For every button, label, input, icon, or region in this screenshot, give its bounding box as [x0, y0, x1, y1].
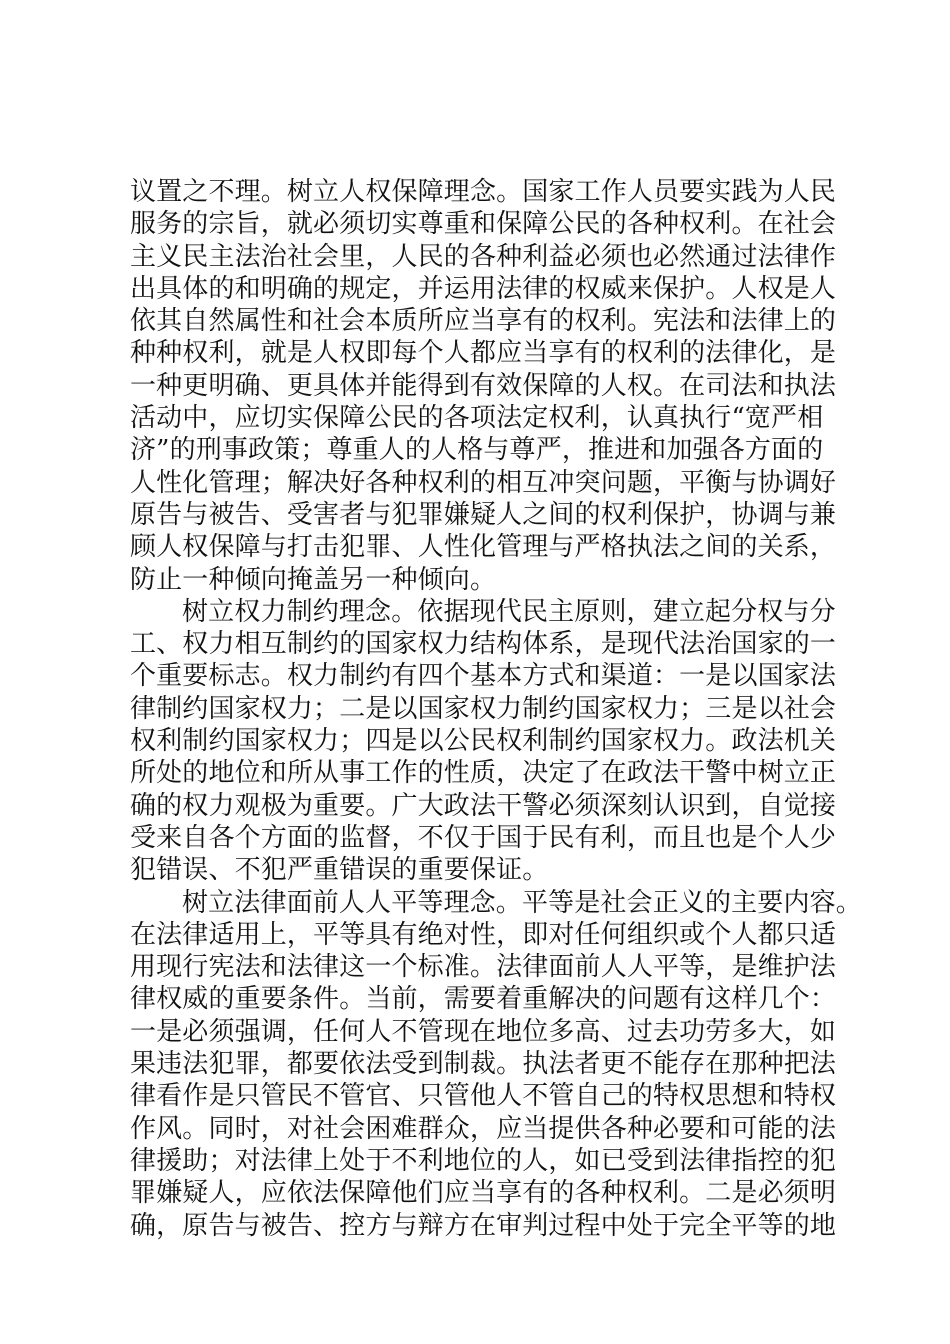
- text-line: 一种更明确、更具体并能得到有效保障的人权。在司法和执法: [130, 370, 837, 401]
- text-line: 原告与被告、受害者与犯罪嫌疑人之间的权利保护，协调与兼: [130, 499, 837, 530]
- text-line: 律制约国家权力；二是以国家权力制约国家权力；三是以社会: [130, 693, 837, 724]
- text-line: 议置之不理。树立人权保障理念。国家工作人员要实践为人民: [130, 177, 837, 207]
- text-line: 罪嫌疑人，应依法保障他们应当享有的各种权利。二是必须明: [130, 1178, 837, 1209]
- text-line: 所处的地位和所从事工作的性质，决定了在政法干警中树立正: [130, 758, 837, 789]
- text-line: 权利制约国家权力；四是以公民权利制约国家权力。政法机关: [130, 726, 837, 757]
- text-line: 犯错误、不犯严重错误的重要保证。: [130, 855, 549, 886]
- text-line: 主义民主法治社会里，人民的各种利益必须也必然通过法律作: [130, 241, 837, 272]
- text-line: 果违法犯罪，都要依法受到制裁。执法者更不能存在那种把法: [130, 1049, 837, 1080]
- text-line: 树立权力制约理念。依据现代民主原则，建立起分权与分: [182, 596, 836, 627]
- text-line: 用现行宪法和法律这一个标准。法律面前人人平等，是维护法: [130, 952, 837, 983]
- text-line: 依其自然属性和社会本质所应当享有的权利。宪法和法律上的: [130, 306, 837, 337]
- text-line: 服务的宗旨，就必须切实尊重和保障公民的各种权利。在社会: [130, 209, 837, 240]
- text-line: 个重要标志。权力制约有四个基本方式和渠道：一是以国家法: [130, 661, 837, 692]
- text-line: 作风。同时，对社会困难群众，应当提供各种必要和可能的法: [130, 1113, 837, 1144]
- text-line: 律看作是只管民不管官、只管他人不管自己的特权思想和特权: [130, 1081, 837, 1112]
- text-line: 律援助；对法律上处于不利地位的人，如已受到法律指控的犯: [130, 1145, 837, 1176]
- text-line: 确的权力观极为重要。广大政法干警必须深刻认识到，自觉接: [130, 790, 837, 821]
- text-line: 确，原告与被告、控方与辩方在审判过程中处于完全平等的地: [130, 1210, 837, 1241]
- text-line: 出具体的和明确的规定，并运用法律的权威来保护。人权是人: [130, 273, 837, 304]
- text-line: 在法律适用上，平等具有绝对性，即对任何组织或个人都只适: [130, 919, 837, 950]
- text-line: 顾人权保障与打击犯罪、人性化管理与严格执法之间的关系，: [130, 532, 837, 563]
- text-line: 活动中，应切实保障公民的各项法定权利，认真执行“宽严相: [130, 403, 824, 434]
- text-line: 一是必须强调，任何人不管现在地位多高、过去功劳多大，如: [130, 1016, 837, 1047]
- text-line: 律权威的重要条件。当前，需要着重解决的问题有这样几个：: [130, 984, 837, 1015]
- text-line: 树立法律面前人人平等理念。平等是社会正义的主要内容。: [182, 887, 862, 918]
- text-line: 济”的刑事政策；尊重人的人格与尊严，推进和加强各方面的: [130, 435, 824, 466]
- text-line: 人性化管理；解决好各种权利的相互冲突问题，平衡与协调好: [130, 467, 837, 498]
- text-line: 防止一种倾向掩盖另一种倾向。: [130, 564, 497, 595]
- text-line: 工、权力相互制约的国家权力结构体系，是现代法治国家的一: [130, 629, 837, 660]
- text-line: 种种权利，就是人权即每个人都应当享有的权利的法律化，是: [130, 338, 837, 369]
- body-text: [130, 176, 862, 1242]
- text-line: 受来自各个方面的监督，不仅于国于民有利，而且也是个人少: [130, 822, 837, 853]
